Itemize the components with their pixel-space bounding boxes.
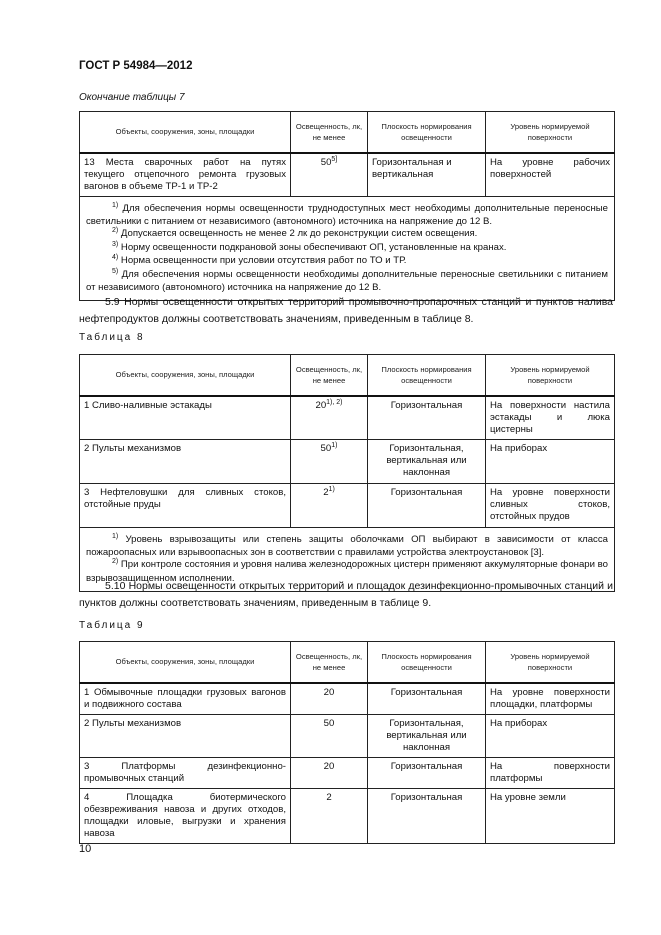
lux-cell: 50$^{5]}$ [291, 153, 368, 197]
object-cell: 2 Пульты механизмов [80, 439, 291, 483]
table9-label: Таблица 9 [79, 620, 145, 631]
footnote: $^{4)}$ Норма освещенности при условии отсутствия работ по ТО и ТР. [112, 254, 407, 267]
table7-continuation-label: Окончание таблицы 7 [79, 92, 185, 103]
column-header: Плоскость нормирования освещенности [368, 642, 486, 683]
column-header: Освещенность, лк, не менее [291, 112, 368, 153]
lux-cell: 2 [291, 788, 368, 843]
paragraph-5-10: 5.10 Нормы освещенности открытых территорий и площадок дезинфекционно-промывочных станций и пунктов должны соответствовать значениям, приведенным в таблице 9. [79, 580, 613, 609]
table-row [80, 439, 615, 483]
table-row [80, 757, 615, 788]
level-cell: На уровне земли [486, 788, 615, 843]
lux-cell: 20 [291, 757, 368, 788]
level-cell: На приборах [486, 714, 615, 757]
column-header: Плоскость нормирования освещенности [368, 355, 486, 396]
plane-cell: Горизонтальная и вертикальная [368, 153, 486, 197]
table8-label: Таблица 8 [79, 332, 145, 343]
column-header: Уровень нормируемой поверхности [486, 642, 615, 683]
column-header: Плоскость нормирования освещенности [368, 112, 486, 153]
column-header: Объекты, сооружения, зоны, площадки [80, 642, 291, 683]
plane-cell: Горизонтальная, вертикальная или наклонная [368, 714, 486, 757]
object-cell: 4 Площадка биотермического обезвреживания навоза и других отходов, площадки иловые, выгрузки и хранения навоза [80, 788, 291, 843]
column-header: Объекты, сооружения, зоны, площадки [80, 112, 291, 153]
footnote: $^{2)}$ При контроле состояния и уровня налива железнодорожных цистерн применяют аккумуляторные фонари во взрывозащищенном исполнении. [86, 558, 608, 584]
level-cell: На уровне рабочих поверхностей [486, 153, 615, 197]
table7-footnotes [80, 196, 615, 301]
lux-cell: 20$^{1), 2)}$ [291, 396, 368, 440]
object-cell: 1 Обмывочные площадки грузовых вагонов и подвижного состава [80, 683, 291, 715]
level-cell: На уровне поверхности площадки, платформы [486, 683, 615, 715]
object-cell: 2 Пульты механизмов [80, 714, 291, 757]
level-cell: На приборах [486, 439, 615, 483]
plane-cell: Горизонтальная, вертикальная или наклонная [368, 439, 486, 483]
paragraph-5-9: 5.9 Нормы освещенности открытых территорий промывочно-пропарочных станций и пунктов налива нефтепродуктов должны соответствовать значениям, приведенным в таблице 8. [79, 296, 613, 325]
plane-cell: Горизонтальная [368, 683, 486, 715]
lux-cell: 50$^{1)}$ [291, 439, 368, 483]
footnote: $^{1)}$ Для обеспечения нормы освещенности труднодоступных мест необходимы дополнительные переносные светильники с питанием от независимого (автономного) источника на напряжение до 12 В. [86, 201, 608, 227]
plane-cell: Горизонтальная [368, 483, 486, 527]
table-7 [79, 111, 615, 301]
object-cell: 13 Места сварочных работ на путях текущего отцепочного ремонта грузовых вагонов в объеме ТР-1 и ТР-2 [80, 153, 291, 197]
page-number: 10 [79, 843, 92, 855]
column-header: Уровень нормируемой поверхности [486, 355, 615, 396]
column-header: Освещенность, лк, не менее [291, 642, 368, 683]
table-row [80, 714, 615, 757]
plane-cell: Горизонтальная [368, 788, 486, 843]
table-row [80, 396, 615, 440]
footnote: $^{2)}$ Допускается освещенность не менее 2 лк до реконструкции систем освещения. [112, 227, 478, 240]
footnote: $^{5)}$ Для обеспечения нормы освещенности необходимы дополнительные переносные светильники с питанием от независимого (автономного) источника на напряжение до 12 В. [86, 267, 608, 293]
table-row [80, 683, 615, 715]
footnote: $^{1)}$ Уровень взрывозащиты или степень защиты оболочками ОП выбирают в зависимости от класса пожароопасных или взрывоопасных зон в соответствии с правилами устройства электроустановок [3]. [86, 532, 608, 558]
object-cell: 3 Нефтеловушки для сливных стоков, отстойные пруды [80, 483, 291, 527]
level-cell: На поверхности платформы [486, 757, 615, 788]
table-row [80, 483, 615, 527]
object-cell: 1 Сливо-наливные эстакады [80, 396, 291, 440]
lux-cell: 20 [291, 683, 368, 715]
lux-cell: 50 [291, 714, 368, 757]
footnote: $^{3)}$ Норму освещенности подкрановой зоны обеспечивают ОП, установленные на кранах. [112, 240, 507, 253]
column-header: Уровень нормируемой поверхности [486, 112, 615, 153]
plane-cell: Горизонтальная [368, 757, 486, 788]
table-9 [79, 641, 615, 844]
table-8 [79, 354, 615, 592]
column-header: Объекты, сооружения, зоны, площадки [80, 355, 291, 396]
document-id: ГОСТ Р 54984—2012 [79, 60, 193, 72]
level-cell: На поверхности настила эстакады и люка цистерны [486, 396, 615, 440]
level-cell: На уровне поверхности сливных стоков, отстойных прудов [486, 483, 615, 527]
object-cell: 3 Платформы дезинфекционно-промывочных станций [80, 757, 291, 788]
lux-cell: 2$^{1)}$ [291, 483, 368, 527]
column-header: Освещенность, лк, не менее [291, 355, 368, 396]
table-row [80, 153, 615, 197]
table-row [80, 788, 615, 843]
plane-cell: Горизонтальная [368, 396, 486, 440]
